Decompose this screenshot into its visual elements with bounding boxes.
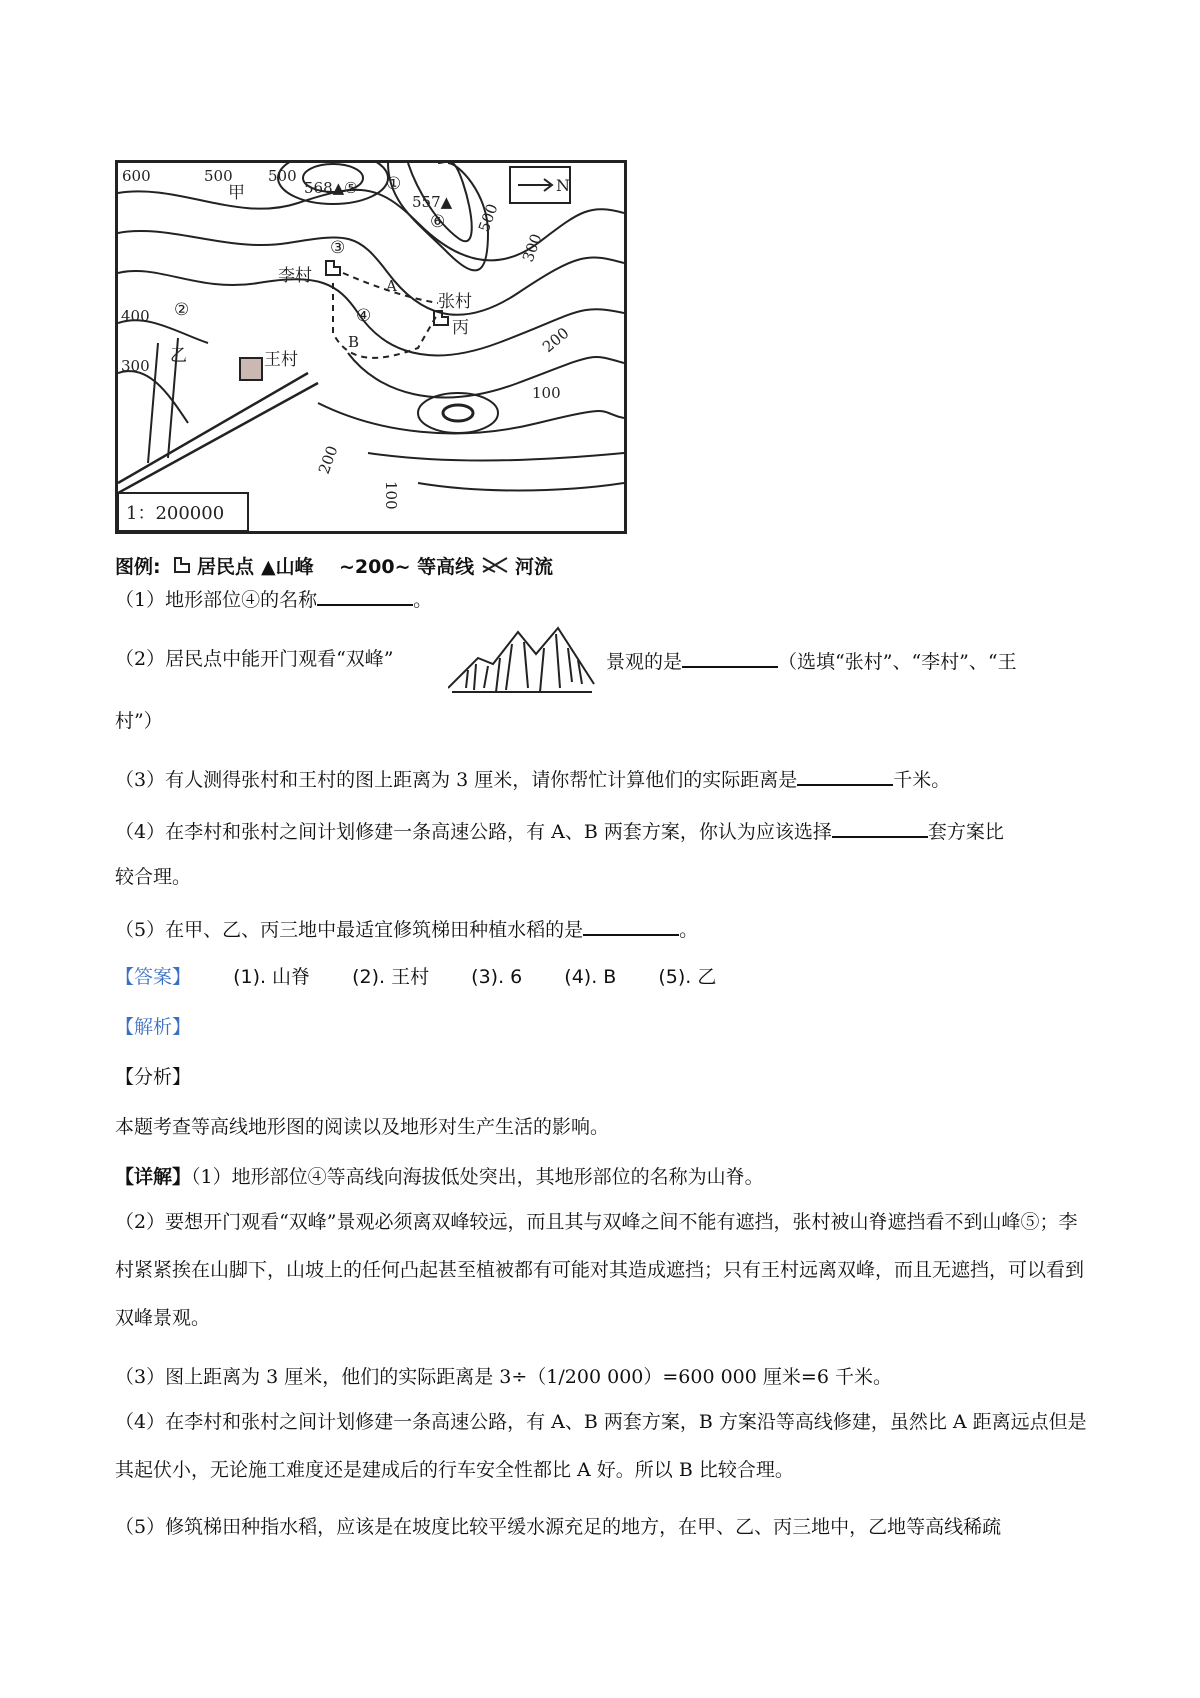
- legend-settlement: 居民点: [197, 556, 255, 578]
- q1-text: （1）地形部位④的名称: [115, 589, 318, 611]
- fenxi-label: 【分析】: [115, 1066, 192, 1088]
- q5-text: （5）在甲、乙、丙三地中最适宜修筑梯田种植水稻的是: [115, 919, 584, 941]
- elev-300: 300: [518, 231, 546, 265]
- q2-blank: [682, 644, 778, 668]
- twin-peaks-illustration: [448, 618, 596, 700]
- contour-map-svg: [118, 163, 624, 531]
- q2-text: （2）居民点中能开门观看“双峰”: [115, 648, 394, 670]
- elev-100: 100: [532, 384, 561, 402]
- peak-6-height: 557▲: [412, 193, 453, 211]
- elev-300: 300: [121, 357, 150, 375]
- q4-blank: [832, 814, 928, 838]
- place-wang: 王村: [264, 350, 298, 370]
- q4-text-c: 较合理。: [115, 866, 192, 888]
- topographic-map: [115, 160, 625, 580]
- marker-4: ④: [356, 306, 372, 326]
- legend-contour: ~200~ 等高线: [339, 556, 475, 578]
- elev-200: 200: [539, 323, 573, 357]
- elev-600: 600: [122, 167, 151, 185]
- place-yi: 乙: [170, 346, 187, 366]
- wang-village-marker: [240, 358, 262, 380]
- q3-blank: [797, 762, 893, 786]
- xiangjie-label: 【详解】: [115, 1166, 192, 1188]
- map-frame: [115, 160, 627, 534]
- question-2-line2: [115, 706, 163, 736]
- answer-1: (1). 山脊: [233, 966, 311, 988]
- answer-3: (3). 6: [471, 966, 523, 988]
- detail-5: （5）修筑梯田种指水稻，应该是在坡度比较平缓水源充足的地方，在甲、乙、丙三地中，乙地等高线稀疏: [115, 1516, 1002, 1538]
- marker-6: ⑥: [430, 212, 446, 232]
- answer-label: 【答案】: [115, 966, 192, 988]
- answer-4: (4). B: [564, 966, 617, 988]
- question-1: [115, 582, 432, 615]
- q3-unit: 千米。: [893, 769, 951, 791]
- route-a-label: A: [386, 277, 397, 295]
- legend-river: 河流: [515, 556, 554, 578]
- elev-500: 500: [268, 167, 297, 185]
- question-2-line1: [115, 644, 394, 674]
- scale-label: 1：200000: [126, 503, 225, 524]
- place-zhang: 张村: [438, 292, 472, 312]
- detail-2: （2）要想开门观看“双峰”景观必须离双峰较远，而且其与双峰之间不能有遮挡，张村被山脊遮挡看不到山峰⑤；李村紧紧挨在山脚下，山坡上的任何凸起甚至植被都有可能对其造成遮挡；只有王村远离双峰，而且无遮挡，可以看到双峰景观。: [115, 1211, 1085, 1329]
- question-3: [115, 762, 950, 795]
- detail-3: （3）图上距离为 3 厘米，他们的实际距离是 3÷（1/200 000）=600 000 厘米=6 千米。: [115, 1366, 892, 1388]
- q1-end: 。: [413, 589, 433, 611]
- elev-500: 500: [204, 167, 233, 185]
- detail-4: （4）在李村和张村之间计划修建一条高速公路，有 A、B 两套方案，B 方案沿等高线修建，虽然比 A 距离远点但是其起伏小，无论施工难度还是建成后的行车安全性都比 A 好。所以 B 比较合理。: [115, 1411, 1087, 1481]
- settlement-icon: [173, 556, 191, 579]
- q2-text-b: 景观的是: [606, 651, 683, 673]
- peak-5-label: 568▲⑤: [304, 179, 358, 197]
- answer-2: (2). 王村: [352, 966, 430, 988]
- question-2-line1b: [606, 644, 1017, 677]
- elev-500: 500: [474, 201, 502, 235]
- q4-text: （4）在李村和张村之间计划修建一条高速公路，有 A、B 两套方案，你认为应该选择: [115, 821, 832, 843]
- q4-text-b: 套方案比: [927, 821, 1004, 843]
- question-4-line2: [115, 862, 191, 892]
- q1-blank: [317, 582, 413, 606]
- elev-200: 200: [314, 443, 342, 477]
- q3-text: （3）有人测得张村和王村的图上距离为 3 厘米，请你帮忙计算他们的实际距离是: [115, 769, 798, 791]
- q2-options-end: 村”）: [115, 710, 163, 732]
- place-li: 李村: [278, 266, 312, 286]
- analysis-label: 【解析】: [115, 1016, 192, 1038]
- q2-options: （选填“张村”、“李村”、“王: [778, 651, 1017, 673]
- detail-1-text: （1）地形部位④等高线向海拔低处突出，其地形部位的名称为山脊。: [191, 1166, 764, 1188]
- detail-1: [115, 1162, 764, 1192]
- q5-blank: [583, 912, 679, 936]
- elev-400: 400: [121, 307, 150, 325]
- answer-5: (5). 乙: [658, 966, 717, 988]
- river-icon: [481, 554, 511, 581]
- marker-2: ②: [174, 300, 190, 320]
- elev-100: 100: [382, 481, 400, 510]
- legend-prefix: 图例:: [115, 556, 161, 578]
- map-legend: [115, 546, 625, 580]
- place-bing: 丙: [452, 318, 469, 338]
- question-5: [115, 912, 698, 945]
- question-4: [115, 814, 1004, 847]
- answer-line: [115, 962, 716, 992]
- marker-3: ③: [330, 238, 346, 258]
- fenxi-text: 本题考查等高线地形图的阅读以及地形对生产生活的影响。: [115, 1116, 610, 1138]
- legend-peak: ▲山峰: [261, 556, 314, 578]
- q5-end: 。: [679, 919, 699, 941]
- north-label: N: [556, 176, 570, 195]
- route-b-label: B: [348, 333, 360, 351]
- place-jia: 甲: [228, 183, 245, 203]
- marker-1: ①: [386, 174, 402, 194]
